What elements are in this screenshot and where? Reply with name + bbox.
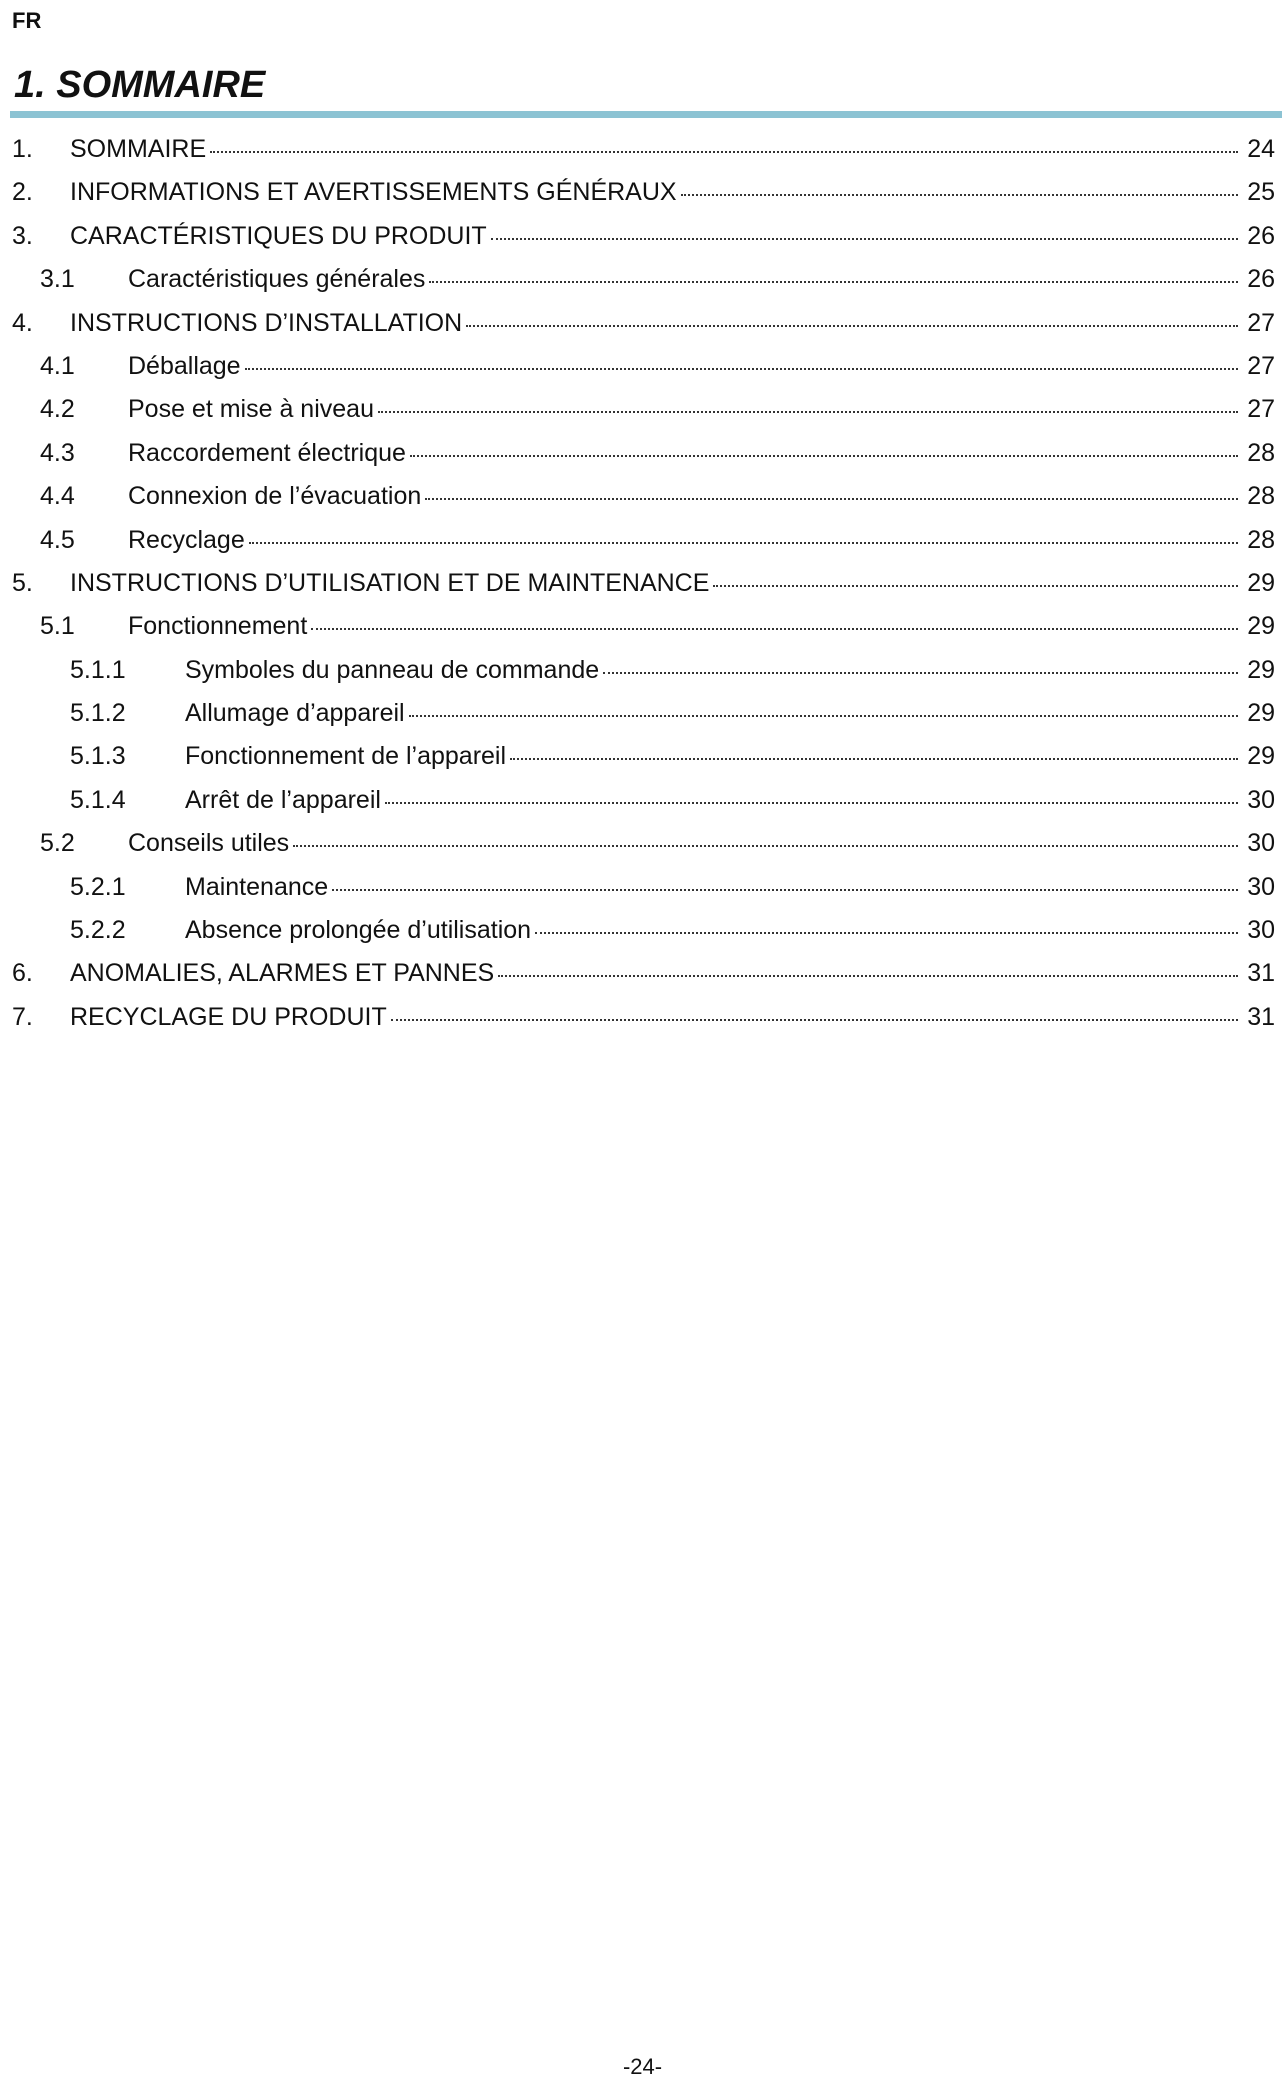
toc-entry-number: 4.3 bbox=[40, 438, 75, 467]
toc-entry-page: 26 bbox=[1247, 221, 1275, 250]
toc-entry-page: 29 bbox=[1247, 742, 1275, 771]
title-divider bbox=[10, 111, 1282, 118]
toc-entry[interactable] bbox=[0, 996, 1285, 1039]
toc-entry-page: 27 bbox=[1247, 308, 1275, 337]
toc-entry[interactable] bbox=[0, 866, 1285, 909]
toc-entry-page: 31 bbox=[1247, 959, 1275, 988]
dot-leader bbox=[391, 1018, 1238, 1021]
toc-entry-number: 5.1.4 bbox=[70, 785, 126, 814]
toc-entry-page: 29 bbox=[1247, 612, 1275, 641]
dot-leader bbox=[210, 150, 1238, 153]
dot-leader bbox=[332, 888, 1238, 891]
toc-entry[interactable] bbox=[0, 909, 1285, 952]
dot-leader bbox=[535, 931, 1238, 934]
dot-leader bbox=[510, 757, 1238, 760]
toc-entry-number: 4. bbox=[12, 308, 33, 337]
toc-entry-title: CARACTÉRISTIQUES DU PRODUIT bbox=[70, 221, 487, 250]
toc-entry[interactable] bbox=[0, 345, 1285, 388]
toc-entry[interactable] bbox=[0, 605, 1285, 648]
dot-leader bbox=[713, 584, 1238, 587]
toc-entry-page: 30 bbox=[1247, 916, 1275, 945]
table-of-contents bbox=[0, 128, 1285, 1039]
toc-entry-title: Raccordement électrique bbox=[128, 438, 406, 467]
toc-entry-page: 27 bbox=[1247, 351, 1275, 380]
toc-entry-number: 4.5 bbox=[40, 525, 75, 554]
toc-entry-number: 5.1.1 bbox=[70, 655, 126, 684]
toc-entry[interactable] bbox=[0, 779, 1285, 822]
toc-entry-title: Arrêt de l’appareil bbox=[185, 785, 381, 814]
toc-entry[interactable] bbox=[0, 215, 1285, 258]
dot-leader bbox=[491, 237, 1238, 240]
dot-leader bbox=[603, 671, 1238, 674]
toc-entry-number: 2. bbox=[12, 178, 33, 207]
toc-entry-page: 27 bbox=[1247, 395, 1275, 424]
toc-entry-title: Recyclage bbox=[128, 525, 245, 554]
toc-entry-number: 5.2.1 bbox=[70, 872, 126, 901]
dot-leader bbox=[293, 844, 1238, 847]
toc-entry-number: 7. bbox=[12, 1002, 33, 1031]
toc-entry-page: 28 bbox=[1247, 482, 1275, 511]
toc-entry-title: Absence prolongée d’utilisation bbox=[185, 916, 532, 945]
toc-entry-title: Caractéristiques générales bbox=[128, 265, 426, 294]
toc-entry-title: Symboles du panneau de commande bbox=[185, 655, 600, 684]
toc-entry-title: Maintenance bbox=[185, 872, 329, 901]
toc-entry-number: 5.2.2 bbox=[70, 916, 126, 945]
toc-entry-title: Allumage d’appareil bbox=[185, 699, 405, 728]
toc-entry-number: 5.2 bbox=[40, 829, 75, 858]
toc-entry-number: 5. bbox=[12, 568, 33, 597]
toc-entry-page: 29 bbox=[1247, 568, 1275, 597]
toc-entry-page: 30 bbox=[1247, 785, 1275, 814]
toc-entry-number: 1. bbox=[12, 135, 33, 163]
toc-entry[interactable] bbox=[0, 388, 1285, 431]
dot-leader bbox=[409, 714, 1238, 717]
toc-entry-page: 28 bbox=[1247, 438, 1275, 467]
toc-entry-number: 4.1 bbox=[40, 351, 75, 380]
toc-entry-number: 4.4 bbox=[40, 482, 75, 511]
toc-entry[interactable] bbox=[0, 562, 1285, 605]
toc-entry-page: 31 bbox=[1247, 1002, 1275, 1031]
toc-entry-title: Connexion de l’évacuation bbox=[128, 482, 422, 511]
toc-entry-number: 3. bbox=[12, 221, 33, 250]
toc-entry-number: 5.1.3 bbox=[70, 742, 126, 771]
dot-leader bbox=[498, 974, 1238, 977]
toc-entry-number: 6. bbox=[12, 959, 33, 988]
page-number: -24- bbox=[622, 2054, 663, 2079]
toc-entry-title: Déballage bbox=[128, 351, 241, 380]
dot-leader bbox=[410, 454, 1238, 457]
toc-entry[interactable] bbox=[0, 519, 1285, 562]
toc-entry-number: 4.2 bbox=[40, 395, 75, 424]
dot-leader bbox=[429, 280, 1238, 283]
toc-entry-title: Conseils utiles bbox=[128, 829, 290, 858]
toc-entry[interactable] bbox=[0, 171, 1285, 214]
toc-entry-page: 29 bbox=[1247, 699, 1275, 728]
toc-entry-title: INSTRUCTIONS D’UTILISATION ET DE MAINTENANCE bbox=[70, 568, 710, 597]
toc-entry[interactable] bbox=[0, 128, 1285, 171]
dot-leader bbox=[385, 801, 1238, 804]
toc-entry-page: 30 bbox=[1247, 829, 1275, 858]
toc-entry[interactable] bbox=[0, 432, 1285, 475]
toc-entry[interactable] bbox=[0, 475, 1285, 518]
toc-entry[interactable] bbox=[0, 692, 1285, 735]
toc-entry[interactable] bbox=[0, 302, 1285, 345]
language-tag: FR bbox=[12, 8, 42, 33]
toc-entry-title: RECYCLAGE DU PRODUIT bbox=[70, 1002, 387, 1031]
toc-entry-page: 29 bbox=[1247, 655, 1275, 684]
toc-entry[interactable] bbox=[0, 258, 1285, 301]
dot-leader bbox=[425, 497, 1238, 500]
page-title: 1. SOMMAIRE bbox=[14, 64, 266, 106]
toc-entry-number: 3.1 bbox=[40, 265, 75, 294]
toc-entry-number: 5.1 bbox=[40, 612, 75, 641]
toc-entry[interactable] bbox=[0, 952, 1285, 995]
toc-entry-title: Pose et mise à niveau bbox=[128, 395, 374, 424]
toc-entry-title: ANOMALIES, ALARMES ET PANNES bbox=[70, 959, 495, 988]
dot-leader bbox=[466, 324, 1238, 327]
toc-entry-title: Fonctionnement de l’appareil bbox=[185, 742, 507, 771]
toc-entry[interactable] bbox=[0, 822, 1285, 865]
toc-entry-page: 28 bbox=[1247, 525, 1275, 554]
toc-entry-title: SOMMAIRE bbox=[70, 135, 207, 163]
dot-leader bbox=[249, 541, 1238, 544]
toc-entry-page: 26 bbox=[1247, 265, 1275, 294]
toc-entry-page: 30 bbox=[1247, 872, 1275, 901]
toc-entry-title: INSTRUCTIONS D’INSTALLATION bbox=[70, 308, 463, 337]
dot-leader bbox=[681, 193, 1238, 196]
dot-leader bbox=[311, 627, 1238, 630]
toc-entry-page: 25 bbox=[1247, 178, 1275, 207]
toc-entry[interactable] bbox=[0, 649, 1285, 692]
dot-leader bbox=[245, 367, 1238, 370]
toc-entry-title: Fonctionnement bbox=[128, 612, 308, 641]
toc-entry-title: INFORMATIONS ET AVERTISSEMENTS GÉNÉRAUX bbox=[70, 178, 677, 207]
toc-entry[interactable] bbox=[0, 735, 1285, 778]
toc-entry-number: 5.1.2 bbox=[70, 699, 126, 728]
toc-entry-page: 24 bbox=[1247, 135, 1275, 163]
dot-leader bbox=[378, 410, 1238, 413]
